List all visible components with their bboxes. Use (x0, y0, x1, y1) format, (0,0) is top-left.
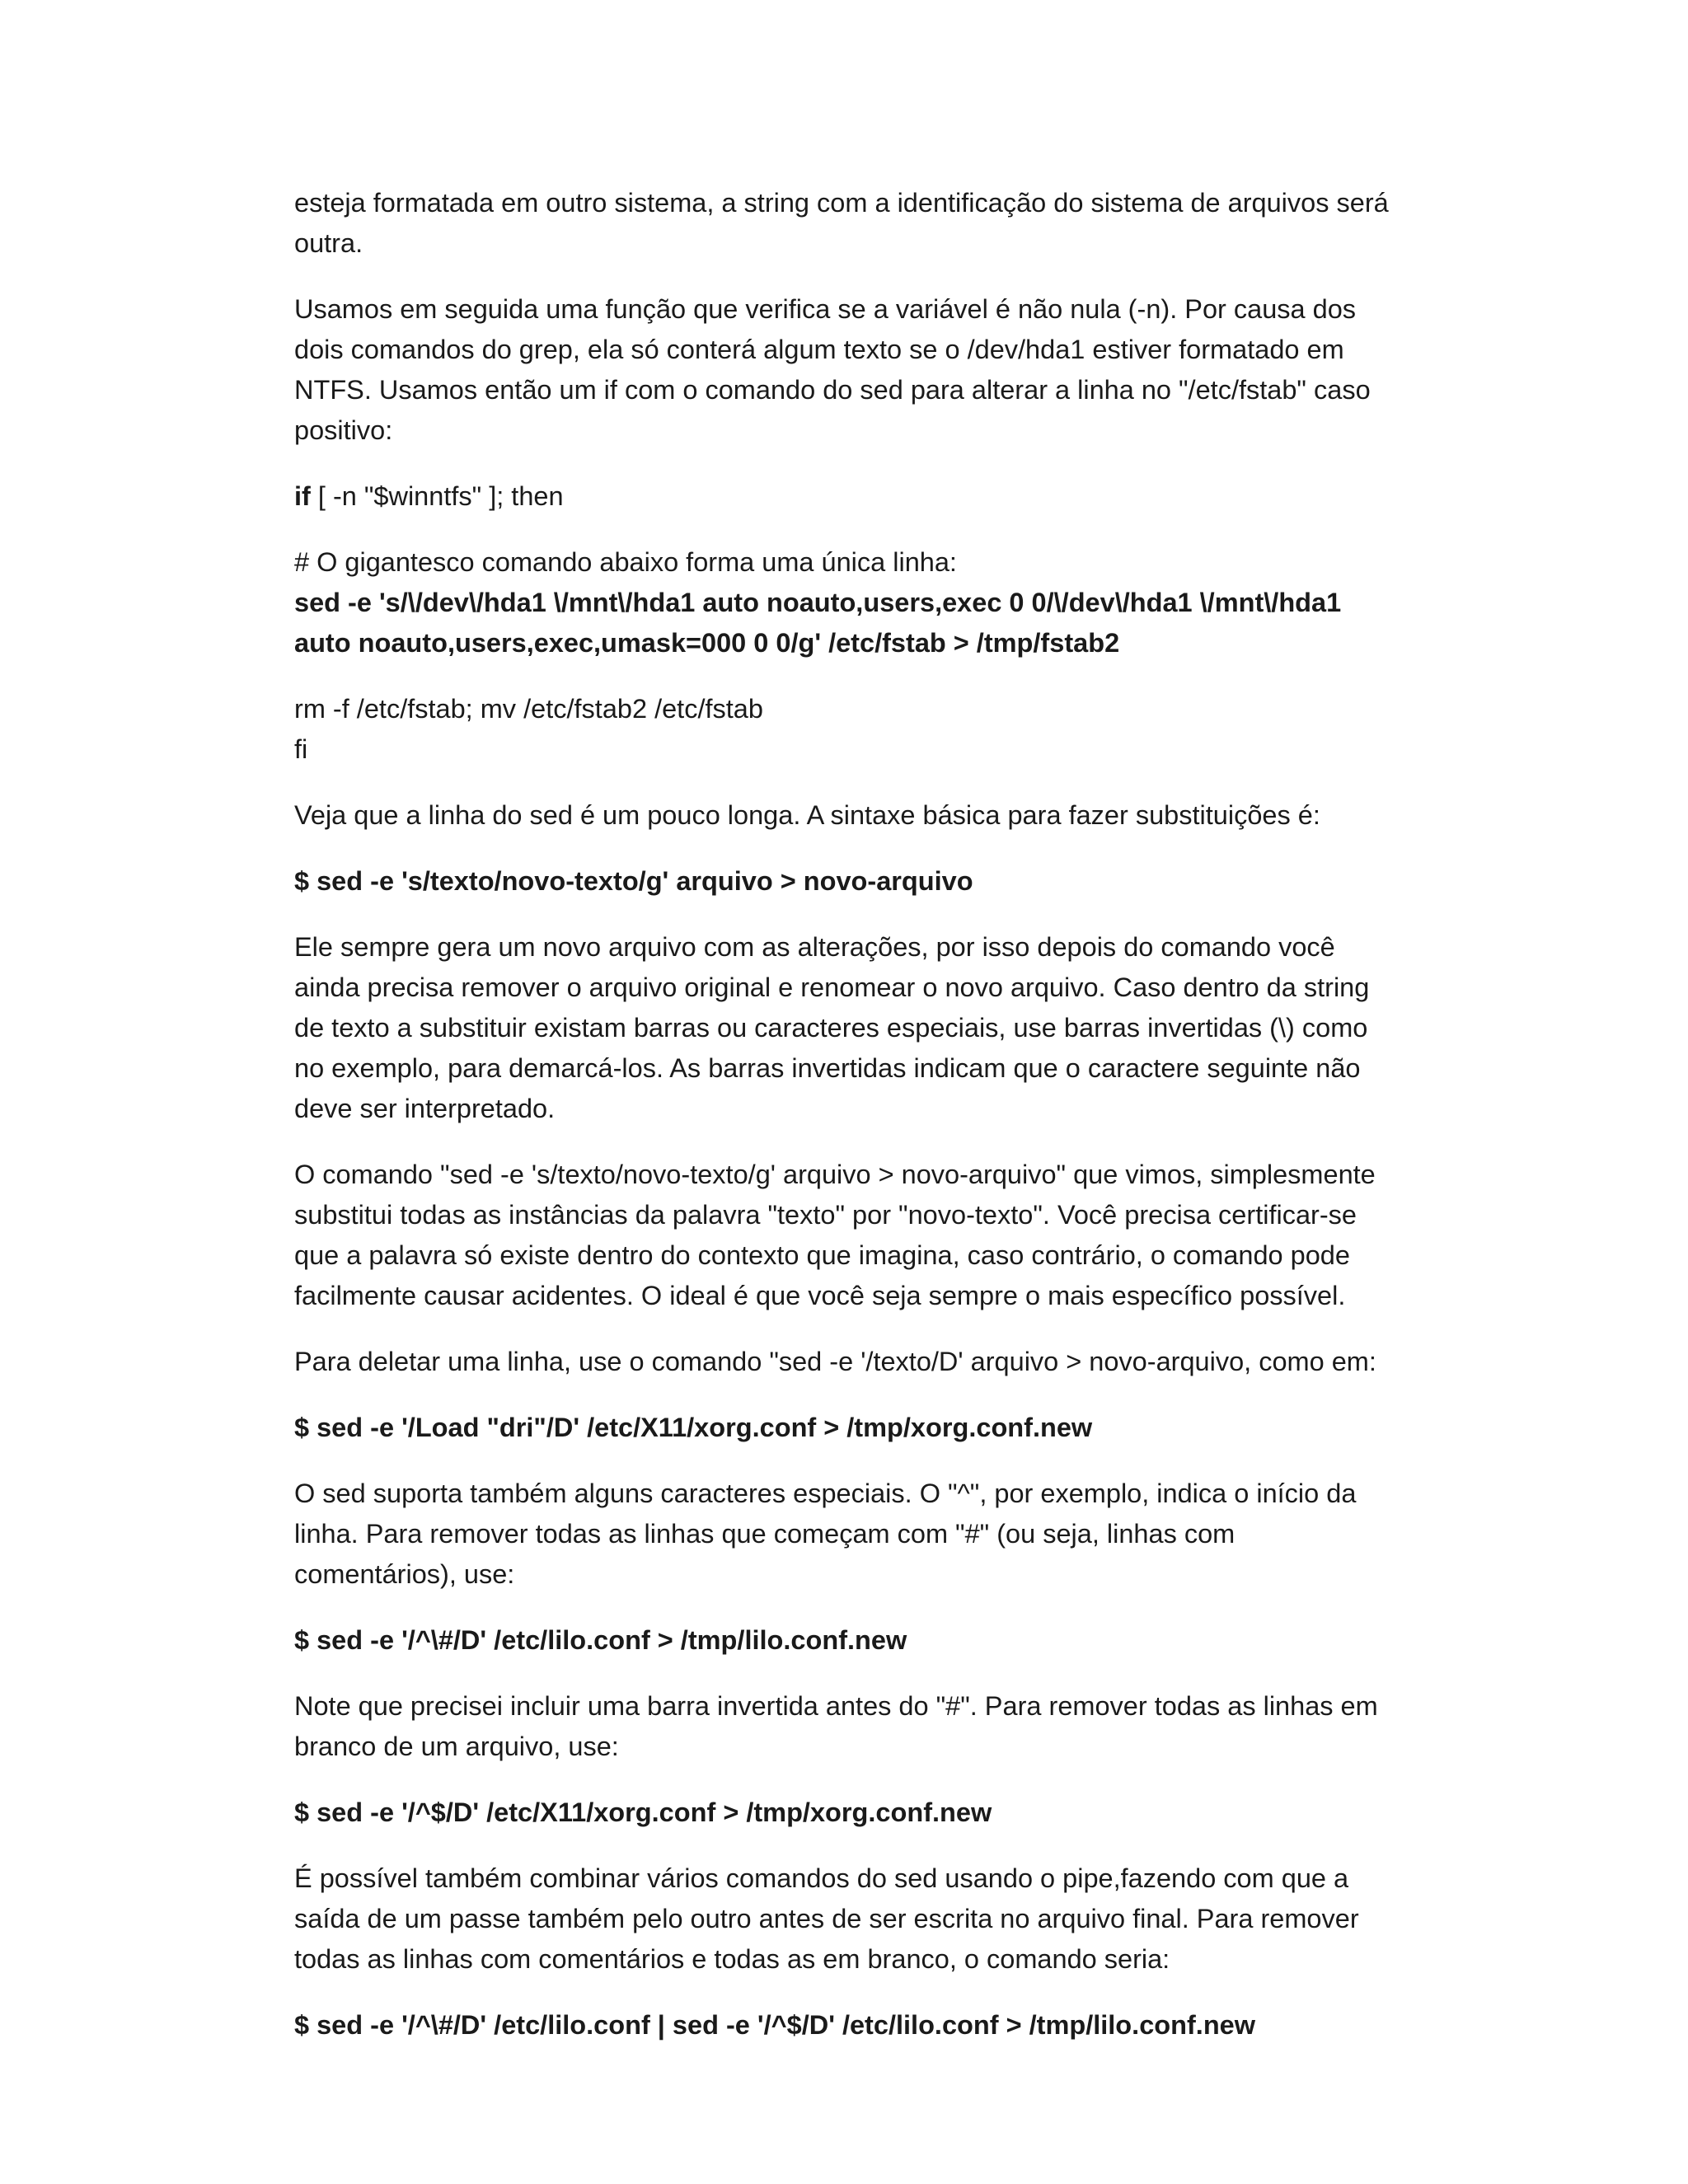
if-keyword: if (294, 481, 311, 511)
paragraph-nonnull-check: Usamos em seguida uma função que verifica se a variável é não nula (-n). Por causa dos dois comandos do grep, ela só conterá algum texto se o /dev/hda1 estiver formatado em NTFS. Usamos então um if com o comando do sed para alterar a linha no "/etc/fstab" caso positivo: (294, 294, 1371, 445)
code-sed-delete-comments: $ sed -e '/^\#/D' /etc/lilo.conf > /tmp/lilo.conf.new (294, 1625, 907, 1655)
code-sed-delete-dri: $ sed -e '/Load "dri"/D' /etc/X11/xorg.conf > /tmp/xorg.conf.new (294, 1413, 1093, 1442)
code-sed-basic: $ sed -e 's/texto/novo-texto/g' arquivo > novo-arquivo (294, 866, 973, 896)
code-sed-fstab-block (294, 542, 1403, 663)
code-rm-mv: rm -f /etc/fstab; mv /etc/fstab2 /etc/fstab (294, 694, 763, 724)
paragraph-replace-all: O comando "sed -e 's/texto/novo-texto/g' arquivo > novo-arquivo" que vimos, simplesmente substitui todas as instâncias da palavra "texto" por "novo-texto". Você precisa certificar-se que a palavra só existe dentro do contexto que imagina, caso contrário, o comando pode facilmente causar acidentes. O ideal é que você seja sempre o mais específico possível. (294, 1160, 1376, 1310)
code-comment: # O gigantesco comando abaixo forma uma única linha: (294, 547, 957, 577)
code-rm-mv-block (294, 689, 1403, 770)
paragraph-special-chars: O sed suporta também alguns caracteres especiais. O "^", por exemplo, indica o início da linha. Para remover todas as linhas que começam com "#" (ou seja, linhas com comentários), use: (294, 1479, 1357, 1589)
paragraph-blank-lines: Note que precisei incluir uma barra invertida antes do "#". Para remover todas as linhas em branco de um arquivo, use: (294, 1691, 1378, 1761)
code-sed-delete-blank: $ sed -e '/^$/D' /etc/X11/xorg.conf > /tmp/xorg.conf.new (294, 1797, 992, 1827)
if-condition: [ -n "$winntfs" ]; then (310, 481, 564, 511)
code-sed-pipe: $ sed -e '/^\#/D' /etc/lilo.conf | sed -e '/^$/D' /etc/lilo.conf > /tmp/lilo.conf.new (294, 2010, 1256, 2040)
paragraph-delete-line: Para deletar uma linha, use o comando "sed -e '/texto/D' arquivo > novo-arquivo, como em: (294, 1347, 1376, 1376)
document-body (294, 183, 1403, 2071)
paragraph-pipe-combine: É possível também combinar vários comandos do sed usando o pipe,fazendo com que a saída de um passe também pelo outro antes de ser escrita no arquivo final. Para remover todas as linhas com comentários e todas as em branco, o comando seria: (294, 1863, 1359, 1974)
code-if-statement (294, 476, 1403, 517)
paragraph-fs-string: esteja formatada em outro sistema, a string com a identificação do sistema de arquivos será outra. (294, 188, 1389, 258)
code-fi: fi (294, 734, 308, 764)
paragraph-new-file: Ele sempre gera um novo arquivo com as alterações, por isso depois do comando você ainda precisa remover o arquivo original e renomear o novo arquivo. Caso dentro da string de texto a substituir existam barras ou caracteres especiais, use barras invertidas (\) como no exemplo, para demarcá-los. As barras invertidas indicam que o caractere seguinte não deve ser interpretado. (294, 932, 1370, 1123)
code-sed-fstab: sed -e 's/\/dev\/hda1 \/mnt\/hda1 auto noauto,users,exec 0 0/\/dev\/hda1 \/mnt\/hda1 auto noauto,users,exec,umask=000 0 0/g' /etc/fstab > /tmp/fstab2 (294, 588, 1342, 658)
paragraph-sed-syntax: Veja que a linha do sed é um pouco longa. A sintaxe básica para fazer substituições é: (294, 800, 1320, 830)
